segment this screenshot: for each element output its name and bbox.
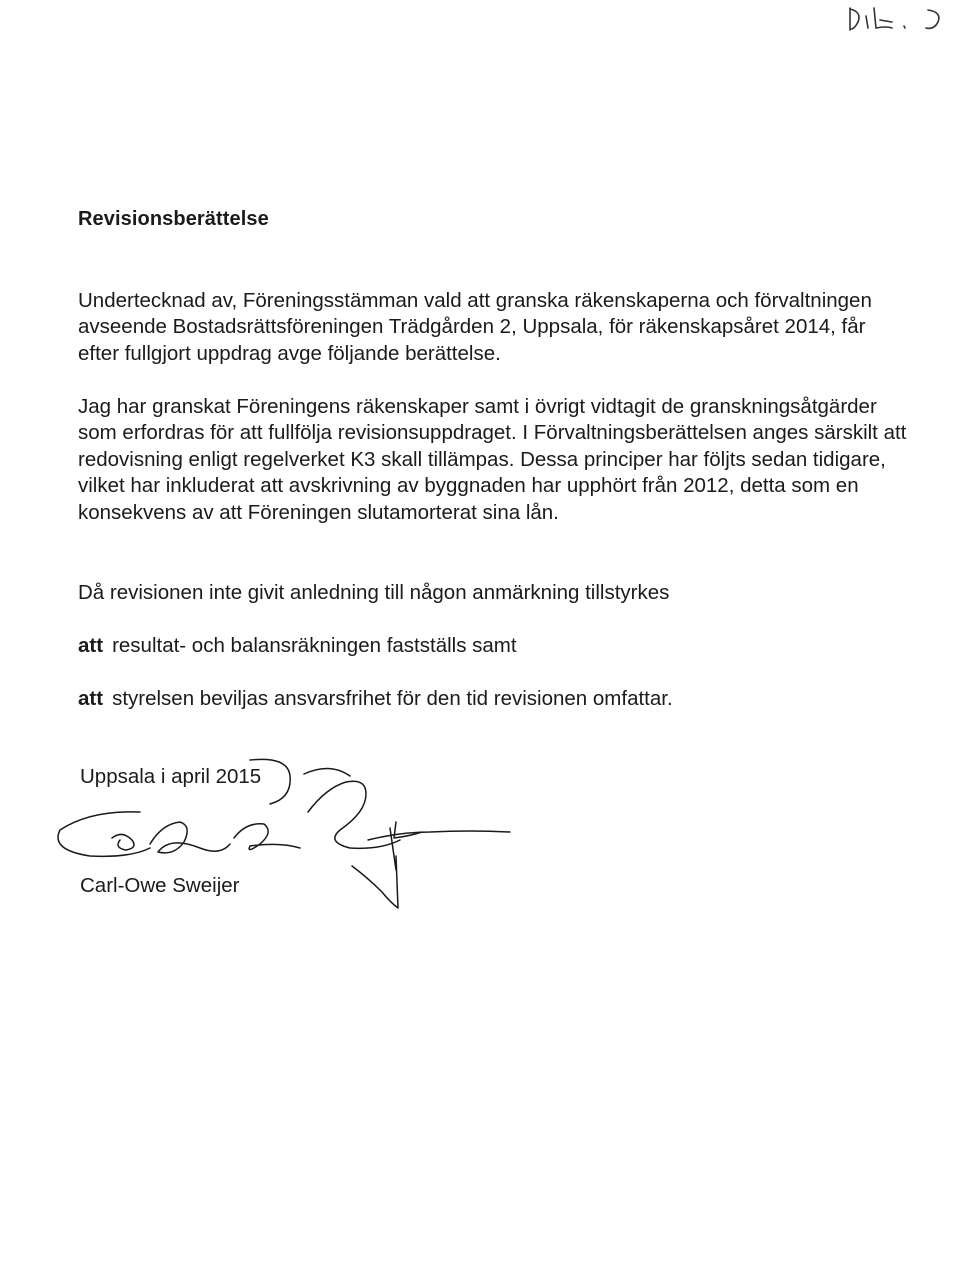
handwritten-page-mark	[842, 0, 952, 36]
paragraph-intro: Undertecknad av, Föreningsstämman vald att granska räkenskaperna och förvaltningen avseende Bostadsrättsföreningen Trädgården 2, Uppsala, för räkenskapsåret 2014, får efter fullgjort uppdrag avge följande berättelse.	[78, 289, 872, 365]
att-item	[78, 633, 517, 659]
paragraph-review: Jag har granskat Föreningens räkenskaper samt i övrigt vidtagit de granskningsåtgärder som erfordras för att fullfölja revisionsuppdraget. I Förvaltningsberättelsen anges särskilt att redovisning enligt regelverket K3 skall tillämpas. Dessa principer har följts sedan tidigare, vilket har inkluderat att avskrivning av byggnaden har upphört från 2012, detta som en konsekvens av att Föreningen slutamorterat sina lån.	[78, 395, 907, 524]
signer-name: Carl-Owe Sweijer	[80, 874, 240, 897]
att-item-text: resultat- och balansräkningen fastställs samt	[112, 634, 517, 657]
att-keyword: att	[78, 687, 104, 710]
att-item	[78, 686, 673, 712]
att-keyword: att	[78, 634, 104, 657]
att-item-text: styrelsen beviljas ansvarsfrihet för den tid revisionen omfattar.	[112, 687, 673, 710]
paragraph-recommendation: Då revisionen inte givit anledning till någon anmärkning tillstyrkes	[78, 581, 670, 604]
place-and-date: Uppsala i april 2015	[80, 765, 262, 788]
document-title: Revisionsberättelse	[78, 208, 269, 230]
